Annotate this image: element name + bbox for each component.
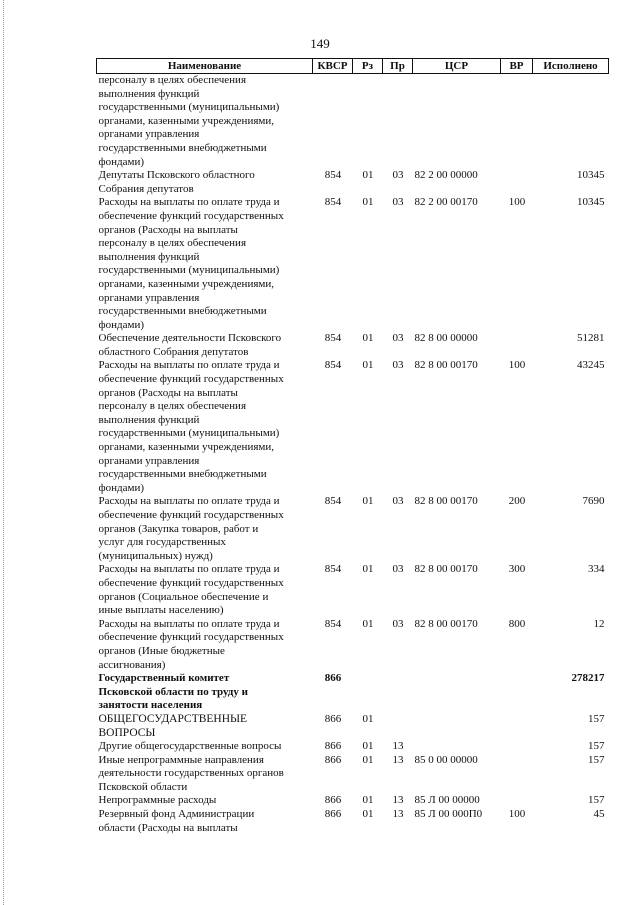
cell-kvsr: 866 <box>324 794 342 807</box>
cell-vr <box>501 332 533 359</box>
cell-rz: 01 <box>362 617 374 630</box>
table-row <box>97 169 609 196</box>
cell-name-line: органами, казенными учреждениями, <box>98 114 274 127</box>
cell-name <box>97 713 313 740</box>
table-row <box>97 359 609 495</box>
cell-kvsr: 854 <box>324 196 342 209</box>
cell-kvsr: 854 <box>324 169 342 182</box>
cell-name-line: Псковской области по труду и <box>98 685 248 698</box>
cell-name-line: обеспечение функций государственных <box>98 631 284 644</box>
cell-name-line: ОБЩЕГОСУДАРСТВЕННЫЕ <box>98 712 248 725</box>
cell-rz: 01 <box>362 359 374 372</box>
cell-name-line: обеспечение функций государственных <box>98 209 284 222</box>
cell-csr <box>413 672 501 713</box>
cell-done: 157 <box>588 712 605 725</box>
cell-kvsr <box>313 74 353 170</box>
cell-name <box>97 740 313 754</box>
cell-done: 334 <box>588 563 605 576</box>
cell-vr <box>501 754 533 795</box>
cell-done: 45 <box>593 808 605 821</box>
cell-pr: 03 <box>392 359 404 372</box>
header-vr: ВР <box>501 59 533 74</box>
cell-vr <box>501 74 533 170</box>
cell-csr: 82 2 00 00170 <box>414 196 478 209</box>
table-row <box>97 740 609 754</box>
cell-name <box>97 74 313 170</box>
cell-done <box>533 74 609 170</box>
cell-rz <box>353 672 383 713</box>
cell-name <box>97 672 313 713</box>
cell-name-line: Расходы на выплаты по оплате труда и <box>98 359 280 372</box>
cell-csr: 82 8 00 00170 <box>414 495 478 508</box>
cell-name-line: государственными (муниципальными) <box>98 264 280 277</box>
cell-csr <box>413 740 501 754</box>
table-row <box>97 196 609 332</box>
cell-csr: 85 Л 00 000П0 <box>414 808 483 821</box>
cell-kvsr: 866 <box>324 672 342 685</box>
cell-name-line: персоналу в целях обеспечения <box>98 400 247 413</box>
cell-pr <box>383 672 413 713</box>
cell-name-line: Непрограммные расходы <box>98 794 217 807</box>
cell-name <box>97 169 313 196</box>
cell-name-line: органов (Социальное обеспечение и <box>98 590 269 603</box>
cell-name-line: государственными внебюджетными <box>98 305 267 318</box>
cell-name <box>97 754 313 795</box>
cell-name <box>97 359 313 495</box>
table-row <box>97 618 609 672</box>
cell-name-line: Собрания депутатов <box>98 182 194 195</box>
cell-name-line: Расходы на выплаты по оплате труда и <box>98 617 280 630</box>
cell-name-line: иные выплаты населению) <box>98 604 224 617</box>
cell-name-line: государственными внебюджетными <box>98 468 267 481</box>
cell-rz: 01 <box>362 808 374 821</box>
cell-name-line: органами управления <box>98 128 200 141</box>
header-done: Исполнено <box>533 59 609 74</box>
cell-name-line: государственными (муниципальными) <box>98 101 280 114</box>
budget-table <box>96 58 609 835</box>
cell-name <box>97 794 313 808</box>
cell-rz: 01 <box>362 740 374 753</box>
cell-vr: 100 <box>508 196 526 209</box>
cell-name-line: деятельности государственных органов <box>98 767 284 780</box>
cell-done: 157 <box>588 740 605 753</box>
cell-name-line: государственными внебюджетными <box>98 141 267 154</box>
cell-name-line: выполнения функций <box>98 250 200 263</box>
cell-name-line: фондами) <box>98 481 145 494</box>
table-row <box>97 808 609 835</box>
cell-csr: 82 2 00 00000 <box>414 169 478 182</box>
cell-csr <box>413 74 501 170</box>
cell-vr <box>501 169 533 196</box>
cell-done: 12 <box>593 617 605 630</box>
cell-rz: 01 <box>362 196 374 209</box>
cell-kvsr: 854 <box>324 359 342 372</box>
cell-pr: 03 <box>392 617 404 630</box>
cell-vr <box>501 672 533 713</box>
cell-name <box>97 196 313 332</box>
cell-name-line: ВОПРОСЫ <box>98 726 156 739</box>
table-row <box>97 74 609 170</box>
cell-name-line: услуг для государственных <box>98 536 226 549</box>
cell-pr: 03 <box>392 495 404 508</box>
table-header-row <box>97 59 609 74</box>
cell-name-line: органами, казенными учреждениями, <box>98 441 274 454</box>
cell-name-line: органов (Иные бюджетные <box>98 644 225 657</box>
cell-name-line: Другие общегосударственные вопросы <box>98 740 282 753</box>
table-row <box>97 794 609 808</box>
cell-rz: 01 <box>362 563 374 576</box>
header-name: Наименование <box>97 59 313 74</box>
cell-name-line: области (Расходы на выплаты <box>98 821 238 834</box>
cell-name-line: органами управления <box>98 454 200 467</box>
cell-name-line: Государственный комитет <box>98 672 230 685</box>
cell-name-line: (муниципальных) нужд) <box>98 549 213 562</box>
cell-vr: 100 <box>508 808 526 821</box>
cell-kvsr: 854 <box>324 495 342 508</box>
cell-csr: 82 8 00 00170 <box>414 359 478 372</box>
cell-done: 10345 <box>577 196 605 209</box>
cell-vr: 100 <box>508 359 526 372</box>
cell-done: 43245 <box>577 359 605 372</box>
cell-name-line: персоналу в целях обеспечения <box>98 237 247 250</box>
cell-pr <box>383 713 413 740</box>
cell-pr: 03 <box>392 196 404 209</box>
table-row <box>97 332 609 359</box>
cell-csr: 85 0 00 00000 <box>414 753 478 766</box>
cell-name-line: органами управления <box>98 291 200 304</box>
cell-csr: 85 Л 00 00000 <box>414 794 480 807</box>
cell-done: 51281 <box>577 332 605 345</box>
table-row <box>97 754 609 795</box>
cell-vr: 300 <box>508 563 526 576</box>
cell-name-line: Псковской области <box>98 780 188 793</box>
cell-name-line: выполнения функций <box>98 87 200 100</box>
cell-name-line: Расходы на выплаты по оплате труда и <box>98 563 280 576</box>
cell-pr: 13 <box>392 753 404 766</box>
header-rz: Рз <box>353 59 383 74</box>
cell-pr: 13 <box>392 808 404 821</box>
header-pr: Пр <box>383 59 413 74</box>
scan-edge <box>3 0 5 905</box>
cell-pr: 03 <box>392 332 404 345</box>
cell-name-line: государственными (муниципальными) <box>98 427 280 440</box>
cell-rz: 01 <box>362 332 374 345</box>
cell-name-line: ассигнования) <box>98 658 166 671</box>
cell-name-line: занятости населения <box>98 699 203 712</box>
cell-vr <box>501 713 533 740</box>
table-row <box>97 713 609 740</box>
cell-name <box>97 332 313 359</box>
cell-pr: 13 <box>392 794 404 807</box>
page-number: 149 <box>310 36 330 51</box>
cell-csr: 82 8 00 00000 <box>414 332 478 345</box>
cell-name-line: персоналу в целях обеспечения <box>98 74 247 86</box>
cell-rz: 01 <box>362 794 374 807</box>
cell-rz: 01 <box>362 712 374 725</box>
cell-kvsr: 854 <box>324 332 342 345</box>
cell-name <box>97 808 313 835</box>
cell-vr: 200 <box>508 495 526 508</box>
cell-done: 7690 <box>582 495 605 508</box>
cell-name-line: органами, казенными учреждениями, <box>98 277 274 290</box>
cell-done: 278217 <box>571 672 605 685</box>
cell-done: 157 <box>588 794 605 807</box>
table-row <box>97 672 609 713</box>
cell-name-line: Иные непрограммные направления <box>98 753 264 766</box>
table-body <box>97 74 609 836</box>
cell-name <box>97 495 313 563</box>
cell-name-line: органов (Закупка товаров, работ и <box>98 522 259 535</box>
cell-rz: 01 <box>362 753 374 766</box>
cell-vr: 800 <box>508 617 526 630</box>
cell-name-line: обеспечение функций государственных <box>98 373 284 386</box>
cell-csr: 82 8 00 00170 <box>414 617 478 630</box>
cell-pr: 13 <box>392 740 404 753</box>
cell-done: 10345 <box>577 169 605 182</box>
cell-name-line: Расходы на выплаты по оплате труда и <box>98 495 280 508</box>
cell-name-line: обеспечение функций государственных <box>98 509 284 521</box>
header-kvsr: КВСР <box>313 59 353 74</box>
cell-name-line: Расходы на выплаты по оплате труда и <box>98 196 280 209</box>
cell-kvsr: 854 <box>324 617 342 630</box>
cell-pr <box>383 74 413 170</box>
cell-done: 157 <box>588 753 605 766</box>
cell-vr <box>501 740 533 754</box>
cell-name-line: Обеспечение деятельности Псковского <box>98 332 282 345</box>
cell-kvsr: 866 <box>324 808 342 821</box>
cell-kvsr: 866 <box>324 740 342 753</box>
table-row <box>97 495 609 563</box>
header-csr: ЦСР <box>413 59 501 74</box>
cell-kvsr: 854 <box>324 563 342 576</box>
cell-kvsr: 866 <box>324 753 342 766</box>
cell-name-line: органов (Расходы на выплаты <box>98 386 238 399</box>
cell-name-line: Депутаты Псковского областного <box>98 169 255 182</box>
cell-pr: 03 <box>392 169 404 182</box>
cell-csr: 82 8 00 00170 <box>414 563 478 576</box>
cell-name-line: Резервный фонд Администрации <box>98 808 255 821</box>
cell-kvsr: 866 <box>324 712 342 725</box>
table-row <box>97 563 609 617</box>
cell-name-line: фондами) <box>98 318 145 331</box>
cell-name-line: фондами) <box>98 155 145 168</box>
cell-name <box>97 563 313 617</box>
cell-pr: 03 <box>392 563 404 576</box>
cell-name-line: обеспечение функций государственных <box>98 576 284 589</box>
cell-rz: 01 <box>362 495 374 508</box>
cell-vr <box>501 794 533 808</box>
cell-name-line: выполнения функций <box>98 413 200 426</box>
cell-rz <box>353 74 383 170</box>
cell-name-line: областного Собрания депутатов <box>98 345 249 358</box>
cell-name <box>97 618 313 672</box>
cell-csr <box>413 713 501 740</box>
cell-rz: 01 <box>362 169 374 182</box>
cell-name-line: органов (Расходы на выплаты <box>98 223 238 236</box>
